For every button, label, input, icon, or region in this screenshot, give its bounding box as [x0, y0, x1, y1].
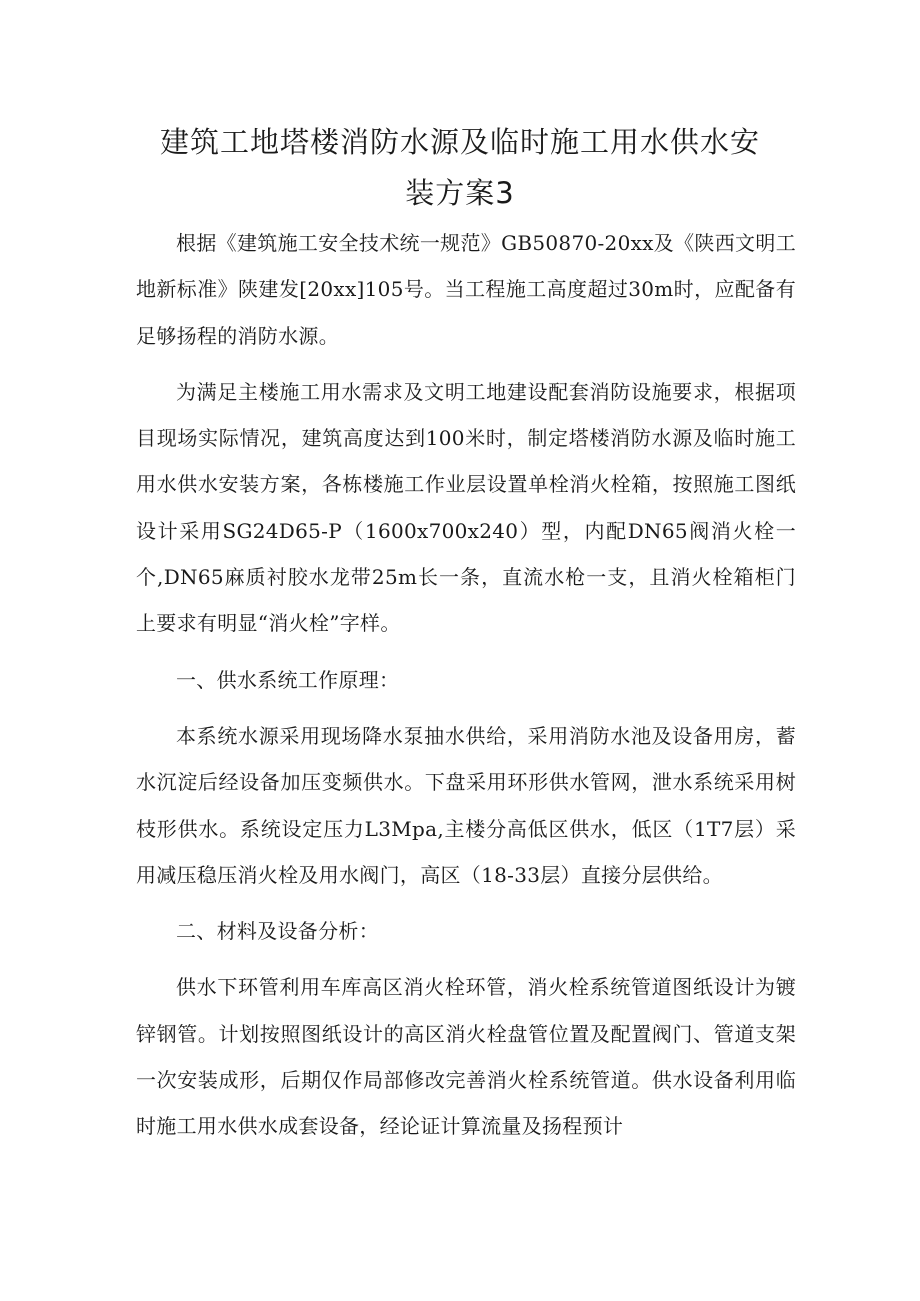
document-title-line-2: 装方案3	[405, 176, 515, 210]
paragraph-working-principle: 本系统水源采用现场降水泵抽水供给，采用消防水池及设备用房，蓄水沉淀后经设备加压变频供水。下盘采用环形供水管网，泄水系统采用树枝形供水。系统设定压力L3Mpa,主楼分高低区供水，低区（1T7层）采用减压稳压消火栓及用水阀门，高区（18-33层）直接分层供给。	[136, 723, 796, 887]
paragraph-gap	[136, 703, 796, 713]
section-heading-working-principle: 一、供水系统工作原理：	[176, 667, 400, 692]
paragraph-gap	[136, 898, 796, 908]
section-heading-materials: 二、材料及设备分析：	[176, 919, 379, 944]
paragraph-gap	[136, 359, 796, 369]
paragraph-materials: 供水下环管利用车库高区消火栓环管，消火栓系统管道图纸设计为镀锌钢管。计划按照图纸设计的高区消火栓盘管位置及配置阀门、管道支架一次安装成形，后期仅作局部修改完善消火栓系统管道。供水设备利用临时施工用水供水成套设备，经论证计算流量及扬程预计	[136, 975, 796, 1139]
document-body	[136, 220, 796, 1150]
paragraph-standards: 根据《建筑施工安全技术统一规范》GB50870-20xx及《陕西文明工地新标准》陕建发[20xx]105号。当工程施工高度超过30m时，应配备有足够扬程的消防水源。	[136, 231, 796, 348]
paragraph-gap	[136, 954, 796, 964]
paragraph-fire-hydrant-plan: 为满足主楼施工用水需求及文明工地建设配套消防设施要求，根据项目现场实际情况，建筑高度达到100米时，制定塔楼消防水源及临时施工用水供水安装方案，各栋楼施工作业层设置单栓消火栓箱，按照施工图纸设计采用SG24D65-P（1600x700x240）型，内配DN65阀消火栓一个,DN65麻质衬胶水龙带25m长一条，直流水枪一支，且消火栓箱柜门上要求有明显“消火栓”字样。	[136, 379, 796, 636]
paragraph-gap	[136, 647, 796, 657]
document-title-line-1: 建筑工地塔楼消防水源及临时施工用水供水安	[159, 125, 760, 159]
